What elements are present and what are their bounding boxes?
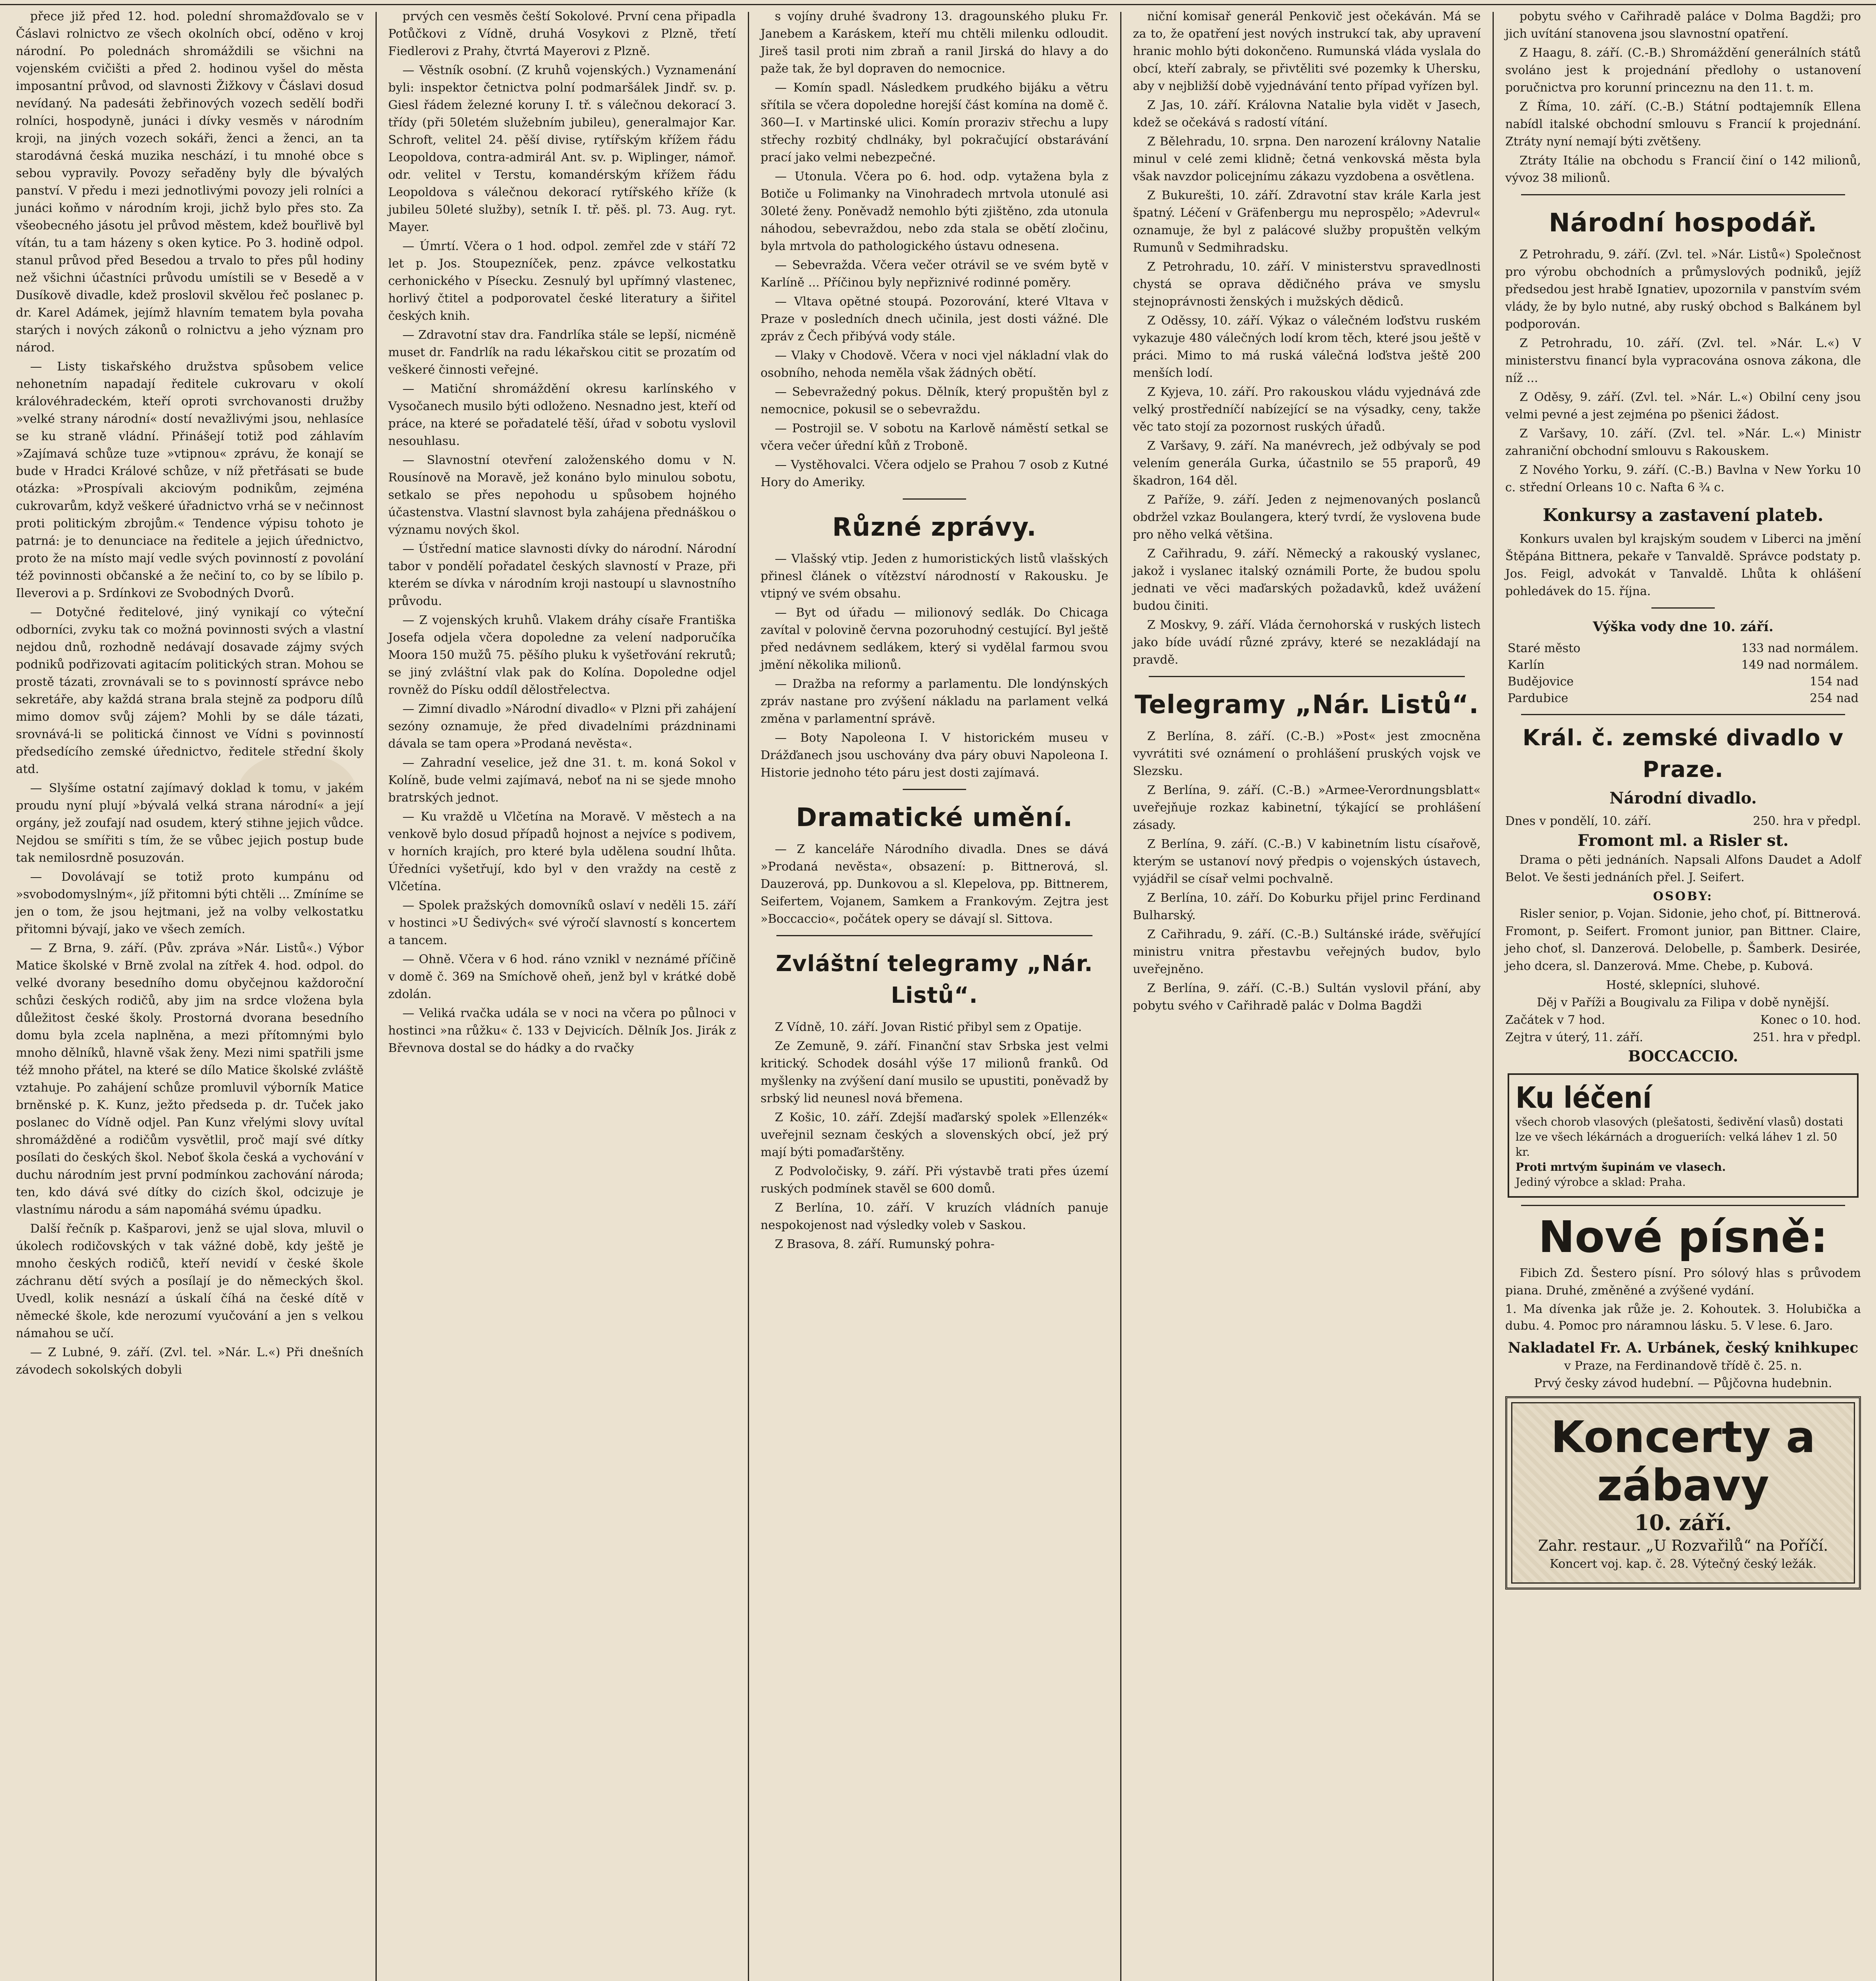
- paragraph: — Vltava opětné stoupá. Pozorování, které Vltava v Praze v posledních dnech učinila, jest dosti vážné. Dle zpráv z Čech přibývá vody stále.: [761, 295, 1108, 344]
- paragraph: Z Vídně, 10. září. Jovan Ristić přibyl sem z Opatije.: [775, 1020, 1082, 1034]
- paragraph: — Dovolávají se totiž proto kumpánu od »svobodomyslným«, jíž přitomni býti chtěli ... Zmíníme se jen o tom, že jsou hejtmani, jež na volby velkostatku přitomni bývají, jako ve všech zemích.: [16, 870, 364, 936]
- top-rule: [0, 4, 1876, 5]
- section-heading-ruzne-zpravy: Různé zprávy.: [832, 513, 1037, 542]
- publisher: Nakladatel Fr. A. Urbánek, český knihkupec: [1508, 1340, 1859, 1356]
- section-heading-narodni-hospodar: Národní hospodář.: [1548, 208, 1818, 238]
- song-list: [1505, 1301, 1861, 1334]
- paragraph: Z Berlína, 8. září. (C.-B.) »Post« jest zmocněna vyvrátiti své oznámení o prohlášení pruských vojsk ve Slezsku.: [1133, 729, 1481, 778]
- paragraph: — Vystěhovalci. Včera odjelo se Prahou 7 osob z Kutné Hory do Ameriky.: [761, 458, 1108, 489]
- theatre-date: Zejtra v úterý, 11. září.: [1505, 1031, 1643, 1044]
- paragraph: Z Paříže, 9. září. Jeden z nejmenovaných poslanců obdržel vzkaz Boulangera, který tvrdí, že vyslovena bude pro něho velká většina.: [1133, 493, 1481, 542]
- water-value: 149 nad normálem.: [1741, 658, 1859, 672]
- publisher-address: v Praze, na Ferdinandově třídě č. 25. n.: [1564, 1359, 1802, 1373]
- ad-title: Ku léčení: [1516, 1081, 1652, 1115]
- paragraph: Z Košic, 10. září. Zdejší maďarský spolek »Ellenzék« uveřejnil seznam českých a slovenských obcí, jež prý mají býti pomaďarštěny.: [761, 1111, 1108, 1159]
- ad-text: Fibich Zd. Šestero písní. Pro sólový hlas s průvodem piana. Druhé, změněné a zvýšené vydání.: [1505, 1266, 1861, 1298]
- concerts-box: [1511, 1402, 1855, 1584]
- paragraph: — Úmrtí. Včera o 1 hod. odpol. zemřel zde v stáří 72 let p. Jos. Stoupezníček, penz. zpávce velkostatku cerhonického v Písecku. Zesnulý byl upřímný vlastenec, horlivý čtitel a podporovatel české literatury a šiřitel českých knih.: [388, 239, 736, 323]
- paragraph: Ztráty Itálie na obchodu s Francií činí o 142 milionů, vývoz 38 milionů.: [1505, 154, 1861, 185]
- section-heading-dramaticke-umeni: Dramatické umění.: [796, 803, 1073, 832]
- theatre-times: [1505, 1011, 1861, 1029]
- theatre-line: [1505, 813, 1861, 830]
- paragraph: — Veliká rvačka udála se v noci na včera po půlnoci v hostinci »na růžku« č. 133 v Dejvicích. Dělník Jos. Jirák z Břevnova dostal se do hádky a do rvačky: [388, 1006, 736, 1055]
- concerts-title: Koncerty a zábavy: [1550, 1412, 1816, 1511]
- cast-list: Risler senior, p. Vojan. Sidonie, jeho choť, pí. Bittnerová. Fromont, p. Seifert. Fromont junior, pan Bittner. Claire, jeho choť, sl. Danzerová. Delobelle, p. Šamberk. Desirée, jeho dcera, sl. Danzerová. Mme. Chebe, p. Kubová.: [1505, 907, 1861, 973]
- section-heading-telegramy: Telegramy „Nár. Listů“.: [1134, 690, 1479, 719]
- separator: [1149, 676, 1465, 677]
- water-level-table: [1505, 640, 1861, 707]
- ad-nove-pisne-title: Nové písně:: [1538, 1212, 1828, 1262]
- start-time: Začátek v 7 hod.: [1505, 1013, 1605, 1027]
- paragraph: — Z vojenských kruhů. Vlakem dráhy císaře Františka Josefa odjela včera dopoledne za velení nadporučíka Moora 150 mužů 75. pěšího pluku k vyšetřování rekrutů; se jiný zvláštní vlak pak do Kolína. Dopoledne odjel rovněž do Písku oddíl dělostřelectva.: [388, 613, 736, 697]
- paragraph: — Z Lubné, 9. září. (Zvl. tel. »Nár. L.«) Při dnešních závodech sokolských dobyli: [16, 1345, 364, 1377]
- paragraph: Z Petrohradu, 9. září. (Zvl. tel. »Nár. Listů«) Společnost pro výrobu obchodních a průmyslových podniků, jejíž předsedou jest hrabě Ignatiev, upozornila v panstvím svém vlády, že by bylo nutné, aby ruský obchod s Balkánem byl podporován.: [1505, 248, 1861, 331]
- table-row: [1505, 657, 1861, 674]
- theatre-date: Dnes v pondělí, 10. září.: [1505, 814, 1651, 828]
- song-item: 1. Ma dívenka jak růže je.: [1505, 1302, 1676, 1316]
- paragraph: Z Bukurešti, 10. září. Zdravotní stav krále Karla jest špatný. Léčení v Gräfenbergu mu neprospělo; »Adevrul« oznamuje, že byl z palácové služby propuštěn velkým Rumunů v Sedmihradsku.: [1133, 189, 1481, 255]
- paragraph: Z Podvoločisky, 9. září. Při výstavbě trati přes území ruských podmínek stavěl se 600 domů.: [761, 1164, 1108, 1196]
- paragraph: niční komisař generál Penkovič jest očekáván. Má se za to, že opatření jest nových instrukcí tak, aby upravení hranic mohlo býti dokončeno. Rumunská vláda vyslala do obcí, kteří zabraly, se přivtěliti své pozemky k Uhersku, aby v nejbližší době vyjednávání tento případ vyřízen byl.: [1133, 10, 1481, 93]
- paragraph: — Dotyčné ředitelové, jiný vynikají co výteční odborníci, zvyku tak co možná povinnosti svých a vlastní nejdou dnů, rozhodně nedávají dosavade zájmy svých podniků podřizovati agitacím politických stran. Mohou se prostě tázati, zrovnávali se to s povinností správce nebo sekretáře, aby každá strana brala stejně za podporu dílů mimo domov svůj zájem? Mohli by se dále tázati, srovnává-li se politická činnost ve Vídni s povinností předsedícího zemské úřednictvo, ředitele střední školy atd.: [16, 605, 364, 776]
- water-value: 254 nad: [1809, 691, 1859, 705]
- paragraph: — Boty Napoleona I. V historickém museu v Drážďanech jsou uschovány dva páry obuvi Napoleona I. Historie jednoho této páru jest dosti zajímavá.: [761, 731, 1108, 780]
- paragraph: prvých cen vesměs čeští Sokolové. První cena připadla Potůčkovi z Vídně, druhá Vosykovi z Plzně, třetí Fiedlerovi z Prahy, čtvrtá Mayerovi z Plzně.: [388, 10, 736, 58]
- ad-text: všech chorob vlasových (plešatosti, šedivění vlasů) dostati lze ve všech lékárnách a drogueriích: velká láhev 1 zl. 50 kr.: [1516, 1115, 1843, 1158]
- play-info: Drama o pěti jednáních. Napsali Alfons Daudet a Adolf Belot. Ve šesti jednáních přel. J. Seifert.: [1505, 853, 1861, 884]
- paragraph: Z Berlína, 9. září. (C.-B.) »Armee-Verordnungsblatt« uveřejňuje rozkaz kabinetní, týkající se prohlášení zásady.: [1133, 783, 1481, 832]
- song-item: 3. Holubička a dubu.: [1505, 1302, 1861, 1333]
- theatre-count: 250. hra v předpl.: [1753, 814, 1861, 828]
- paragraph: Další řečník p. Kašparovi, jenž se ujal slova, mluvil o úkolech rodičovských v tak vážné době, kdy ještě je mnoho českých rodičů, kteří nevidí v české škole záchranu dětí svých a posílají je do německých škol. Uvedl, kolik nesnází a úskalí číhá na české dítě v německé škole, kde nerozumí vyučování a jen s velkou námahou se učí.: [16, 1222, 364, 1340]
- end-time: Konec o 10. hod.: [1760, 1013, 1861, 1027]
- column-5: [1495, 8, 1871, 1981]
- paragraph: — Slavnostní otevření založenského domu v N. Rousínově na Moravě, jež konáno bylo minulou sobotu, setkalo se přes nepohodu u spůsobem hojného účastenstva. Vlastní slavnost byla zahájena přednáškou o významu nových škol.: [388, 453, 736, 537]
- paragraph: — Byt od úřadu — milionový sedlák. Do Chicaga zavítal v polovině června pozoruhodný cestující. Byl ještě před nedávnem sedlákem, který si vydělal farmou svou jmění několika milionů.: [761, 606, 1108, 672]
- deji: Děj v Paříži a Bougivalu za Filipa v době nynější.: [1537, 996, 1830, 1010]
- water-level-title: Výška vody dne 10. září.: [1592, 619, 1774, 635]
- section-heading-divadlo: Král. č. zemské divadlo v Praze.: [1522, 725, 1844, 782]
- osoby-title: OSOBY:: [1653, 889, 1713, 903]
- paragraph: Z Kyjeva, 10. září. Pro rakouskou vládu vyjednává zde velký prostředníčí nabízející se na výsadky, ceny, takže věc tato stojí za pozornost ruských úřadů.: [1133, 385, 1481, 434]
- column-divider: [376, 12, 377, 1981]
- song-item: 2. Kohoutek.: [1682, 1302, 1762, 1316]
- theatre-subheading: Národní divadlo.: [1609, 789, 1757, 807]
- paragraph: Z Moskvy, 9. září. Vláda černohorská v ruských listech jako bíde uvádí různé zprávy, které se nezakládají na pravdě.: [1133, 618, 1481, 667]
- paragraph: — Komín spadl. Následkem prudkého bijáku a větru sřítila se včera dopoledne horejší část komína na domě č. 360—I. v Martinské ulici. Komín proraziv střechu a lupy střechy rozbitý chdlnáky, byl pokračující obstarávání prací jako velmi nebezpečné.: [761, 81, 1108, 164]
- separator: [1521, 1205, 1845, 1206]
- separator: [903, 498, 966, 500]
- paragraph: Z Berlína, 10. září. Do Koburku přijel princ Ferdinand Bulharský.: [1133, 891, 1481, 922]
- paragraph: — Ústřední matice slavnosti dívky do národní. Národní tabor v pondělí pořadatel českých slavností v Praze, při kterém se dívka v národním kroji nastoupí u slavnostního průvodu.: [388, 542, 736, 608]
- paragraph: Z Varšavy, 9. září. Na manévrech, jež odbývaly se pod velením generála Gurka, účastnilo se 55 praporů, 49 škadron, 164 děl.: [1133, 439, 1481, 488]
- concerts-note: Koncert voj. kap. č. 28. Výtečný český ležák.: [1550, 1557, 1817, 1571]
- ad-footer: Jediný výrobce a sklad: Praha.: [1516, 1176, 1686, 1189]
- paragraph: — Ku vraždě u Vlčetína na Moravě. V městech a na venkově bylo dosud případů hojnost a nejvíce s podivem, v horních krajích, pro které byla udělena soudní lhůta. Úředníci vyšetřují, kdo byl v den vraždy na cestě z Vlčetína.: [388, 810, 736, 893]
- column-2: [378, 8, 746, 1981]
- theatre-line: [1505, 1029, 1861, 1046]
- paragraph: Z Cařihradu, 9. září. (C.-B.) Sultánské iráde, svěřující ministru vnitra přestavbu veřejných budov, bylo uveřejněno.: [1133, 928, 1481, 976]
- paragraph: — Sebevražedný pokus. Dělník, který propuštěn byl z nemocnice, pokusil se o sebevraždu.: [761, 385, 1108, 416]
- paragraph: — Ohně. Včera v 6 hod. ráno vznikl v neznámé příčině v domě č. 369 na Smíchově oheň, jenž byl v krátké době zdolán.: [388, 952, 736, 1001]
- paragraph: Z Jas, 10. září. Královna Natalie byla vidět v Jasech, kdež se očekává s radostí vítání.: [1133, 98, 1481, 130]
- song-item: 6. Jaro.: [1789, 1319, 1833, 1333]
- paragraph: Z Cařihradu, 9. září. Německý a rakouský vyslanec, jakož i vyslanec italský oznámili Porte, že budou spolu jednati ve věci maďarských požadavků, kdež uvážení budou činiti.: [1133, 547, 1481, 613]
- water-place: Budějovice: [1508, 675, 1574, 689]
- water-place: Karlín: [1508, 658, 1545, 672]
- section-heading-konkursy: Konkursy a zastavení plateb.: [1542, 505, 1824, 525]
- paragraph: Z Petrohradu, 10. září. (Zvl. tel. »Nár. L.«) V ministerstvu financí byla vypracována osnova zákona, dle níž ...: [1505, 336, 1861, 385]
- paragraph: přece již před 12. hod. polední shromažďovalo se v Čáslavi rolnictvo ze všech okolních obcí, oděno v kroj národní. Po polednách shromáždili se všichni na vojenském cvičišti a před 2. hodinou vyšel do města imposantní průvod, od slavnosti Žižkovy v Čáslavi dosud nevídaný. Na padesáti žebřinových vozech sedělí bodři rolníci, hospodyně, junáci i dívky vesměs v národním kroji, na jiných vozech sokáři, ženci a ženci, an ta starodávná česká muzika neschází, i tu mnohé obce s sebou vypravily. Povozy seřaděny byly dle bývalých panství. V předu i mezi jednotlivými povozy jeli rolníci a junáci koňmo v národním kroji, jichž bylo přes sto. Za všeobecného jásotu jel průvod městem, kdež bouřlivě byl vítán, tu a tam házeny s oken kytice. Po 3. hodině odpol. stanul průvod před Besedou a trvalo to přes půl hodiny než všichni účastníci průvodu umístili se v Besedě a v Dusíkově divadle, kdež proslovil skvělou řeč poslanec p. dr. Karel Adámek, jejímž hlavním tematem byla povaha starých i nových zákonů o rolnictvu a jeho význam pro národ.: [16, 10, 364, 355]
- column-divider: [748, 12, 749, 1981]
- separator: [1651, 607, 1715, 609]
- hoste: Hosté, sklepníci, sluhové.: [1606, 978, 1760, 992]
- paragraph: Z Berlína, 9. září. (C.-B.) Sultán vyslovil přání, aby pobytu svého v Cařihradě palác v Dolma Bagdži: [1133, 981, 1481, 1013]
- column-1: [6, 8, 374, 1981]
- table-row: [1505, 640, 1861, 657]
- concerts-date: 10. září.: [1634, 1510, 1732, 1535]
- paragraph: — Z kanceláře Národního divadla. Dnes se dává »Prodaná nevěsta«, obsazení: p. Bittnerová, sl. Dauzerová, pp. Dunkovou a sl. Klepelova, pp. Bittnerem, Seifertem, Vojanem, Samkem a Frankovým. Zejtra jest »Boccaccio«, počátek opery se dávají sl. Sittova.: [761, 842, 1108, 926]
- table-row: [1505, 674, 1861, 690]
- separator: [776, 935, 1092, 936]
- paragraph: — Matiční shromáždění okresu karlínského v Vysočanech musilo býti odloženo. Nesnadno jest, kteří od práce, na které se pořadatelé těší, úřad v sobotu vyslovil nesouhlasu.: [388, 382, 736, 448]
- paragraph: — Utonula. Včera po 6. hod. odp. vytažena byla z Botiče u Folimanky na Vinohradech mrtvola utonulé asi 30leté ženy. Poněvadž nemohlo býti zjištěno, zda utonula náhodou, sebevraždou, nebo zda stala se obětí zločinu, byla mrtvola do pathologického ústavu odnesena.: [761, 170, 1108, 253]
- paragraph: Z Varšavy, 10. září. (Zvl. tel. »Nár. L.«) Ministr zahraniční obchodní smlouvu s Rakouskem.: [1505, 427, 1861, 458]
- paragraph: Z Berlína, 10. září. V kruzích vládních panuje nespokojenost nad výsledky voleb v Saskou.: [761, 1201, 1108, 1232]
- next-play: BOCCACCIO.: [1628, 1047, 1739, 1065]
- paper-stain: [238, 753, 357, 832]
- water-value: 154 nad: [1809, 675, 1859, 689]
- paragraph: Ze Zemuně, 9. září. Finanční stav Srbska jest velmi kritický. Schodek dosáhl výše 17 milionů franků. Od myšlenky na zvýšení daní musilo se upustiti, poněvadž by srbský lid neunesl nová břemena.: [761, 1039, 1108, 1105]
- paragraph: — Zimní divadlo »Národní divadlo« v Plzni při zahájení sezóny oznamuje, že před divadelními prázdninami dávala se tam opera »Prodaná nevěsta«.: [388, 702, 736, 751]
- concerts-venue: Zahr. restaur. „U Rozvařilů“ na Poříčí.: [1538, 1537, 1828, 1554]
- paragraph: — Věstník osobní. (Z kruhů vojenských.) Vyznamenání byli: inspektor četnictva polní podmaršálek Jindř. sv. p. Giesl řádem železné koruny I. tř. s válečnou dekorací 3. třídy (při 50letém služebním jubileu), generalmajor Kar. Schroft, velitel 24. pěší divise, rytířským křížem řádu Leopoldova, contra-admirál Ant. sv. p. Wiplinger, námoř. odr. velitel v Terstu, komandérským křížem řádu Leopoldova s válečnou dekorací rytířského kříže (k jubileu 50leté služby), setník I. tř. pěš. pl. 73. Aug. ryt. Mayer.: [388, 63, 736, 234]
- paragraph: Konkurs uvalen byl krajským soudem v Liberci na jmění Štěpána Bittnera, pekaře v Tanvaldě. Správce podstaty p. Jos. Feigl, advokát v Tanvaldě. Lhůta k ohlášení pohledávek do 15. října.: [1505, 532, 1861, 598]
- column-3: [750, 8, 1119, 1981]
- theatre-count: 251. hra v předpl.: [1753, 1031, 1861, 1044]
- paragraph: — Z Brna, 9. září. (Pův. zpráva »Nár. Listů«.) Výbor Matice školské v Brně zvolal na zítřek 4. hod. odpol. do velké dvorany besedního domu obyčejnou každoroční schůzi českých rodičů, aby jim na srdce vložena byla důležitost české školy. Prostorná dvorana besedního domu byla zcela naplněna, a mezi přítomnými bylo mnoho dělníků, hlavně však ženy. Mezi nimi spatřili jsme též mnoho přátel, na které se dílo Matice školské zvláště vztahuje. Po zahájení schůze promluvil výborník Matice brněnské p. K. Kunz, ježto předseda p. dr. Tuček jako poslanec do Vídně odjel. Pan Kunz vřelými slovy uvítal shromážděné a rodičům vysvětlil, proč mají své dítky posílati do českých škol. Neboť škola česká a vychování v duchu národním jest první podmínkou zachování národa; ten, kdo dává své dítky do cizích škol, odcizuje je vlastnímu národu a sám napomáhá svému úpadku.: [16, 941, 364, 1217]
- advertisement-concerts: [1505, 1396, 1861, 1590]
- table-row: [1505, 690, 1861, 707]
- paragraph: Z Haagu, 8. září. (C.-B.) Shromáždění generálních států svoláno jest k projednání předlohy o ustanovení poručnictva pro korunní princeznu na den 11. t. m.: [1505, 46, 1861, 95]
- water-value: 133 nad normálem.: [1741, 641, 1859, 655]
- paragraph: Z Bělehradu, 10. srpna. Den narození královny Natalie minul v celé zemi klidně; četná venkovská města byla však navzdor policejnímu zákazu vyzdobena a osvětlena.: [1133, 135, 1481, 183]
- paragraph: — Vlašský vtip. Jeden z humoristických listů vlašských přinesl článek o vítězství národností v Rakousku. Je vtipný ve svém obsahu.: [761, 552, 1108, 601]
- paragraph: Z Berlína, 9. září. (C.-B.) V kabinetním listu císařově, kterým se ustanoví nový předpis o vojenských ústavech, vyjádřil se císař velmi pochvalně.: [1133, 837, 1481, 886]
- paragraph: Z Petrohradu, 10. září. V ministerstvu spravedlnosti chystá se oprava dědičného práva ve smyslu stejnoprávnosti ženských i mužských dědiců.: [1133, 260, 1481, 309]
- paragraph: pobytu svého v Cařihradě paláce v Dolma Bagdži; pro jich uvítání stanovena jsou slavnostní opatření.: [1505, 10, 1861, 41]
- separator: [1521, 194, 1845, 195]
- paragraph: Z Brasova, 8. září. Rumunský pohra-: [775, 1237, 995, 1251]
- song-item: 4. Pomoc pro náramnou lásku.: [1543, 1319, 1727, 1333]
- separator: [903, 789, 966, 790]
- paragraph: — Postrojil se. V sobotu na Karlově náměstí setkal se včera večer úřední kůň z Troboně.: [761, 422, 1108, 453]
- column-divider: [1493, 12, 1494, 1981]
- water-place: Staré město: [1508, 641, 1580, 655]
- ad-brand: Proti mrtvým šupinám ve vlasech.: [1516, 1160, 1726, 1174]
- paragraph: Z Nového Yorku, 9. září. (C.-B.) Bavlna v New Yorku 10 c. střední Orleans 10 c. Nafta 6 ¾ c.: [1505, 463, 1861, 494]
- publisher-note: Prvý česky závod hudební. — Půjčovna hudebnin.: [1534, 1376, 1832, 1390]
- paragraph: Z Oděsy, 9. září. (Zvl. tel. »Nár. L.«) Obilní ceny jsou velmi pevné a jest zejména po pšenici žádost.: [1505, 390, 1861, 422]
- paragraph: — Listy tiskařského družstva spůsobem velice nehonetním napadají ředitele cukrovaru v okolí královéhradeckém, kteří oproti svrchovanosti družby »velké strany národní« dostí nevažlivými jsou, nehlasíce se ku straně vládní. Přinášejí totiž pod záhlavím »Zajímavá schůze tuze »vtipnou« zprávu, že konají se bude v Hradci Králové schůze, v níž přetřásati se bude otázka: »Prospívali akciovým podnikům, zejména cukrovarům, když veškeré úřadnictvo vrhá se v nečinnost proti politickým zbrojům.« Tendence výpisu tohoto je patrná: je to denunciace na ředitele a jejich úřednictvo, proto že na místo mají vedle svých povinností z povolání též povinnosti občanské a že nečiní to, co by se líbilo p. Ileverovi a p. Srdínkovi ze Svobodných Dvorů.: [16, 360, 364, 600]
- paragraph: — Zdravotní stav dra. Fandrlíka stále se lepší, nicméně muset dr. Fandrlík na radu lékařskou citit se prozatím od veškeré činnosti veřejné.: [388, 328, 736, 377]
- paragraph: — Slyšíme ostatní zajímavý doklad k tomu, v jakém proudu nyní plují »bývalá velká strana národní« a její orgány, jež zoufají nad osudem, který stihne jejich vůdce. Nejdou se smířiti s tím, že se vůbec jejich postup bude tak nemilosrdně posuzován.: [16, 781, 364, 865]
- paragraph: s vojíny druhé švadrony 13. dragounského pluku Fr. Janebem a Karáskem, kteří mu chtěli milenku odloudit. Jireš tasil proti nim zbraň a ranil Jirská do hlavy a do paže tak, že byl dopraven do nemocnice.: [761, 10, 1108, 76]
- paragraph: — Zahradní veselice, jež dne 31. t. m. koná Sokol v Kolíně, bude velmi zajímavá, neboť na ni se sjede mnoho bratrských jednot.: [388, 756, 736, 805]
- paragraph: — Spolek pražských domovníků oslaví v neděli 15. září v hostinci »U Šedivých« své výročí slavností s koncertem a tancem.: [388, 899, 736, 947]
- column-divider: [1120, 12, 1121, 1981]
- section-heading-zvlastni-telegramy: Zvláštní telegramy „Nár. Listů“.: [776, 951, 1093, 1008]
- paragraph: — Vlaky v Chodově. Včera v noci vjel nákladní vlak do osobního, nehoda neměla však žádných obětí.: [761, 349, 1108, 380]
- paragraph: — Dražba na reformy a parlamentu. Dle londýnských zpráv nastane pro zvýšení nákladu na parlament velká změna v parlamentní správě.: [761, 677, 1108, 726]
- separator: [1521, 714, 1845, 715]
- song-item: 5. V lese.: [1730, 1319, 1786, 1333]
- column-4: [1123, 8, 1491, 1981]
- paragraph: Z Oděssy, 10. září. Výkaz o válečném loďstvu ruském vykazuje 480 válečných lodí krom těch, které jsou ještě v práci. Mimo to má ruská válečná loďstva ještě 200 menších lodí.: [1133, 314, 1481, 380]
- advertisement-hair: [1508, 1073, 1859, 1198]
- paragraph: Z Říma, 10. září. (C.-B.) Státní podtajemník Ellena nabídl italské obchodní smlouvu s Francií k projednání. Ztráty nyní nemají býti zvětšeny.: [1505, 100, 1861, 149]
- paragraph: — Sebevražda. Včera večer otrávil se ve svém bytě v Karlíně ... Příčinou byly nepřiznivé rodinné poměry.: [761, 258, 1108, 290]
- play-title: Fromont ml. a Risler st.: [1577, 831, 1789, 850]
- water-place: Pardubice: [1508, 691, 1568, 705]
